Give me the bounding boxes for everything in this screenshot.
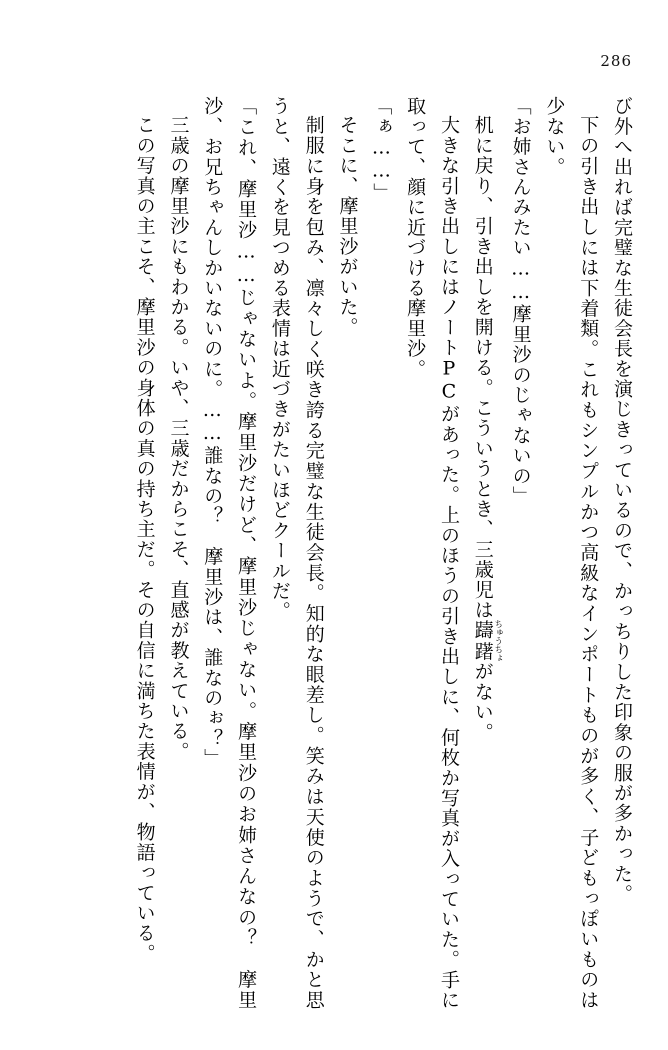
ruby-annotation: 躊躇 ちゅうちょ — [471, 619, 503, 662]
paragraph: 机に戻り、引き出しを開ける。こういうとき、三歳児は躊躇 ちゅうちょがない。 — [471, 115, 503, 743]
paragraph: び外へ出れば完璧な生徒会長を演じきっているので、かっちりした印象の服が多かった。 — [611, 96, 633, 904]
paragraph: そこに、摩里沙がいた。 — [336, 115, 359, 338]
paragraph: 大きな引き出しにはノートPCがあった。上のほうの引き出しに、何枚か写真が入っていた。手に取って、顔に近づける摩里沙。 — [404, 96, 460, 1010]
page-body-text — [40, 96, 638, 1010]
paragraph: 三歳の摩里沙にもわかる。いや、三歳だからこそ、直感が教えている。 — [167, 115, 190, 762]
paragraph: 下の引き出しには下着類。これもシンプルかつ高級なインポートものが多く、子どもっぽいものは少ない。 — [543, 96, 600, 1010]
page-number: 286 — [600, 52, 632, 70]
paragraph: 制服に身を包み、凛々しく咲き誇る完璧な生徒会長。知的な眼差し。笑みは天使のようで、かと思うと、遠くを見つめる表情は近づきがたいほどクールだ。 — [268, 96, 325, 1010]
paragraph-dialogue: 「お姉さんみたい……摩里沙のじゃないの」 — [509, 96, 532, 506]
paragraph: この写真の主こそ、摩里沙の身体の真の持ち主だ。その自信に満ちた表情が、物語っている。 — [133, 115, 156, 964]
paragraph-dialogue: 「これ、摩里沙……じゃないよ。摩里沙だけど、摩里沙じゃない。摩里沙のお姉さんなの？ 摩里沙、お兄ちゃんしかいないのに。……誰なの？ 摩里沙は、誰なのぉ？」 — [201, 96, 258, 1010]
paragraph-dialogue: 「ぁ……」 — [370, 96, 393, 203]
